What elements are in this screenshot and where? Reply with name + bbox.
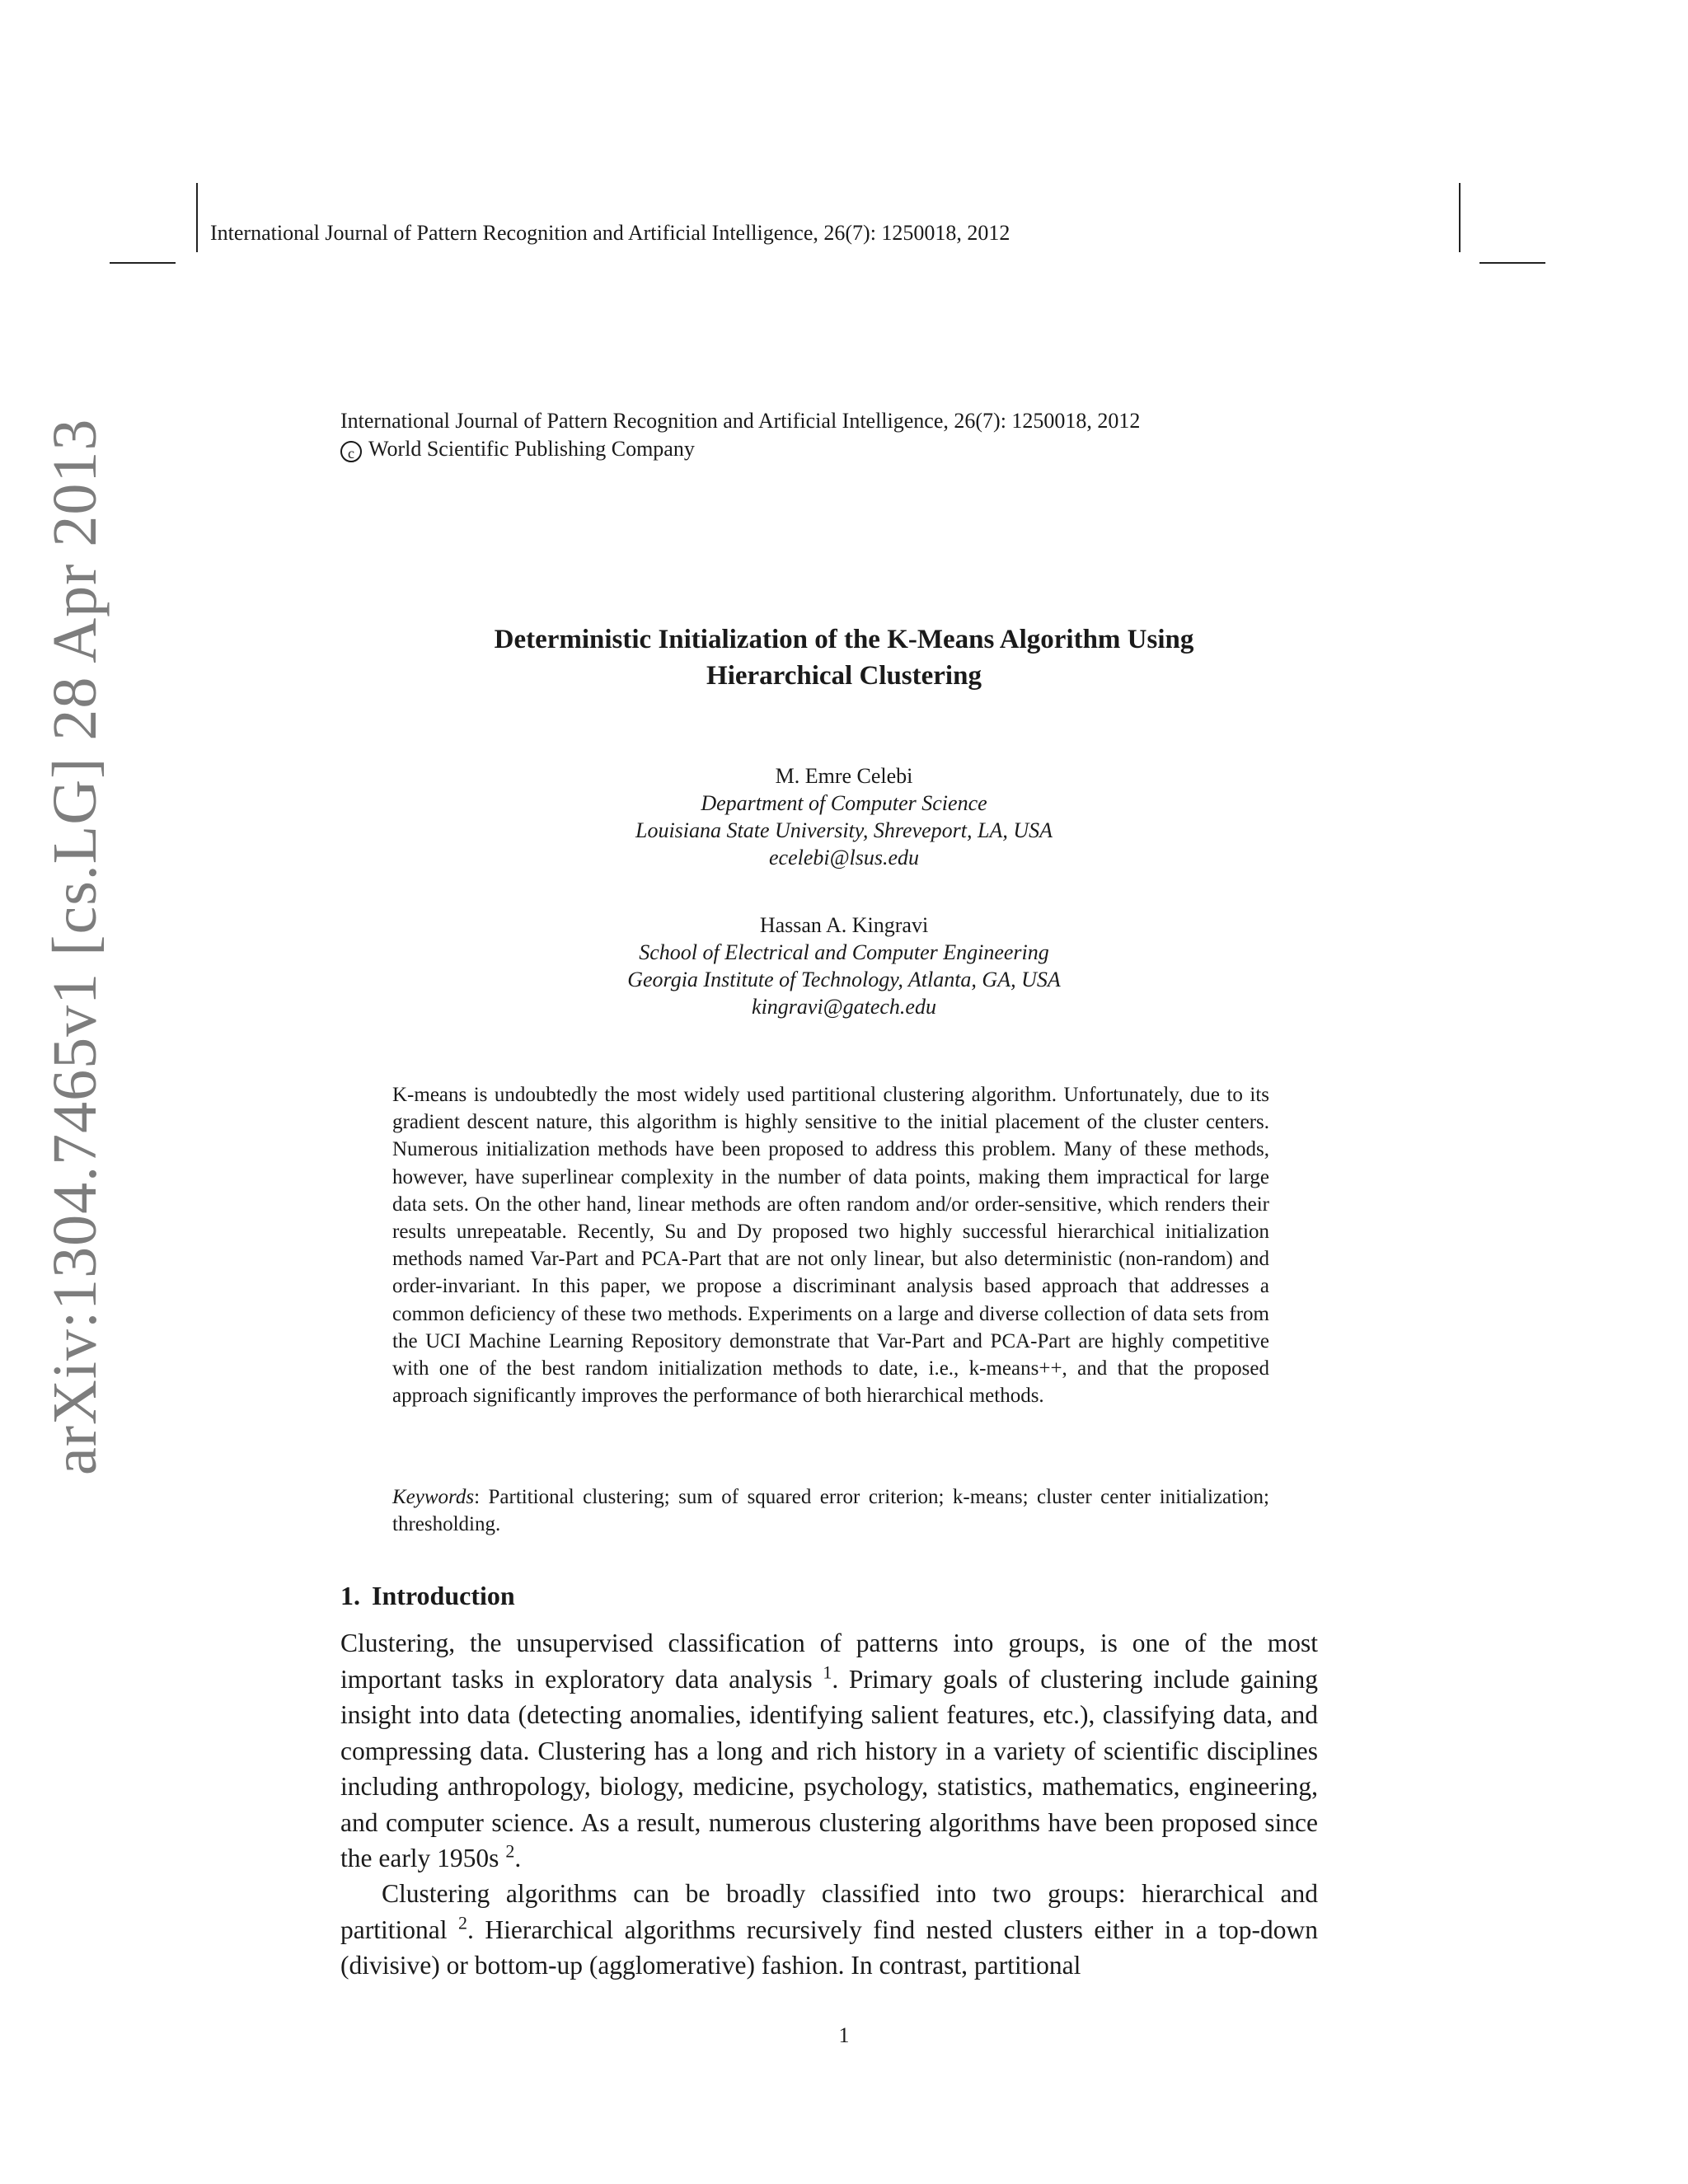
paragraph-text: Clustering algorithms can be broadly classified into two groups: hierarchical and partitional [340, 1879, 1318, 1944]
citation-ref: 2 [458, 1912, 468, 1933]
abstract: K-means is undoubtedly the most widely used partitional clustering algorithm. Unfortunately, due to its gradient descent nature, this algorithm is highly sensitive to the initial placement of the cluster centers. Numerous initialization methods have been proposed to address this problem. Many of these methods, however, have superlinear complexity in the number of data points, making them impractical for large data sets. On the other hand, linear methods are often random and/or order-sensitive, which renders their results unrepeatable. Recently, Su and Dy proposed two highly successful hierarchical initialization methods named Var-Part and PCA-Part that are not only linear, but also deterministic (non-random) and order-invariant. In this paper, we propose a discriminant analysis based approach that addresses a common deficiency of these two methods. Experiments on a large and diverse collection of data sets from the UCI Machine Learning Repository demonstrate that Var-Part and PCA-Part are highly competitive with one of the best random initialization methods to date, i.e., k-means++, and that the proposed approach significantly improves the performance of both hierarchical methods. [392, 1084, 1269, 1408]
crop-mark-right-vertical [1459, 183, 1461, 252]
author-name: M. Emre Celebi [775, 764, 913, 788]
paragraph-text: . Primary goals of clustering include gaining insight into data (detecting anomalies, identifying salient features, etc.), classifying data, and compressing data. Clustering has a long and rich history in a variety of scientific disciplines including anthropology, biology, medicine, psychology, statistics, mathematics, engineering, and computer science. As a result, numerous clustering algorithms have been proposed since the early 1950s [340, 1664, 1318, 1872]
author-block-2 [0, 912, 1688, 1020]
citation-ref: 2 [505, 1840, 515, 1862]
body-paragraph-2 [340, 1876, 1318, 1984]
author-department: School of Electrical and Computer Engineering [639, 940, 1049, 964]
section-title: Introduction [372, 1581, 515, 1610]
section-number: 1. [340, 1581, 360, 1610]
crop-mark-left-horizontal [110, 262, 176, 264]
paper-title-line-1: Deterministic Initialization of the K-Means Algorithm Using [494, 625, 1194, 654]
author-email: ecelebi@lsus.edu [768, 846, 920, 869]
crop-mark-left-vertical [196, 183, 198, 252]
crop-mark-right-horizontal [1479, 262, 1545, 264]
paragraph-text: . Hierarchical algorithms recursively find nested clusters either in a top-down (divisive) or bottom-up (agglomerative) fashion. In contrast, partitional [340, 1915, 1318, 1980]
journal-citation: International Journal of Pattern Recognition and Artificial Intelligence, 26(7): 1250018, 2012 [340, 409, 1141, 433]
arxiv-identifier-stamp: arXiv:1304.7465v1 [cs.LG] 28 Apr 2013 [40, 418, 110, 1475]
section-heading [340, 1581, 515, 1611]
paragraph-text: . [514, 1844, 522, 1872]
keywords-text: : Partitional clustering; sum of squared error criterion; k-means; cluster center initialization; thresholding. [392, 1486, 1269, 1535]
paper-title [0, 621, 1688, 694]
keywords-label: Keywords [392, 1486, 475, 1508]
paper-title-line-2: Hierarchical Clustering [706, 661, 982, 691]
page-number: 1 [838, 2023, 850, 2047]
publisher-name: World Scientific Publishing Company [368, 437, 695, 461]
author-institution: Georgia Institute of Technology, Atlanta, GA, USA [627, 968, 1061, 991]
author-block-1 [0, 762, 1688, 871]
citation-ref: 1 [823, 1661, 832, 1682]
keywords [392, 1483, 1269, 1538]
paragraph-text: Clustering, the unsupervised classification of patterns into groups, is one of the most important tasks in exploratory data analysis [340, 1629, 1318, 1694]
copyright-line [340, 435, 1140, 463]
journal-info [340, 407, 1140, 463]
body-paragraph-1 [340, 1625, 1318, 1877]
author-department: Department of Computer Science [701, 791, 987, 815]
running-header: International Journal of Pattern Recognition and Artificial Intelligence, 26(7): 1250018, 2012 [210, 221, 1010, 245]
author-email: kingravi@gatech.edu [752, 995, 936, 1019]
copyright-icon: c [340, 441, 362, 462]
author-name: Hassan A. Kingravi [759, 913, 929, 937]
author-institution: Louisiana State University, Shreveport, LA, USA [635, 818, 1053, 842]
